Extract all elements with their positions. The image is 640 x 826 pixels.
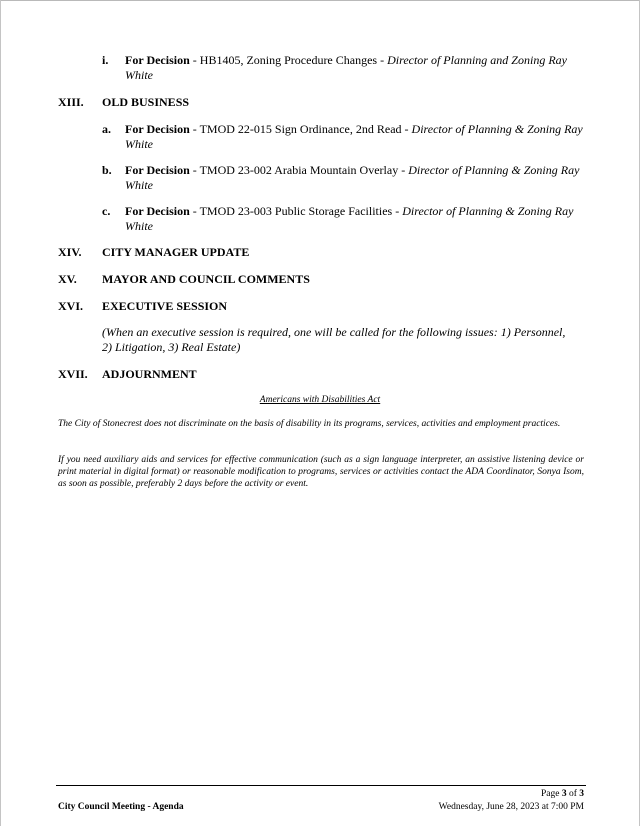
footer-divider bbox=[56, 785, 586, 786]
decision-label: For Decision bbox=[125, 163, 190, 177]
item-subject: HB1405, Zoning Procedure Changes bbox=[199, 53, 378, 67]
section-title-adjournment: ADJOURNMENT bbox=[102, 367, 197, 381]
page-border-top bbox=[0, 0, 640, 1]
decision-label: For Decision bbox=[125, 53, 190, 67]
separator: - bbox=[392, 204, 403, 218]
page-number bbox=[541, 788, 584, 800]
decision-label: For Decision bbox=[125, 122, 190, 136]
page-total: 3 bbox=[579, 789, 584, 799]
separator: - bbox=[189, 53, 200, 67]
agenda-item-a bbox=[125, 122, 595, 151]
agenda-item-b bbox=[125, 163, 595, 192]
item-subject: TMOD 22-015 Sign Ordinance, 2nd Read bbox=[199, 122, 402, 136]
separator: - bbox=[189, 122, 200, 136]
section-number-xvii: XVII. bbox=[58, 367, 88, 381]
page-of: of bbox=[566, 789, 580, 799]
section-number-xiii: XIII. bbox=[58, 95, 84, 109]
page-border-left bbox=[0, 0, 1, 826]
item-marker-i: i. bbox=[102, 53, 109, 67]
section-number-xv: XV. bbox=[58, 272, 77, 286]
section-title-old-business: OLD BUSINESS bbox=[102, 95, 190, 109]
section-title-executive-session: EXECUTIVE SESSION bbox=[102, 299, 228, 313]
section-number-xiv: XIV. bbox=[58, 245, 82, 259]
meeting-datetime: Wednesday, June 28, 2023 at 7:00 PM bbox=[438, 802, 584, 812]
item-subject: TMOD 23-002 Arabia Mountain Overlay bbox=[199, 163, 399, 177]
item-presenter: Director of Planning & Zoning Ray White bbox=[125, 204, 574, 233]
decision-label: For Decision bbox=[125, 204, 190, 218]
separator: - bbox=[401, 122, 412, 136]
agenda-item-i bbox=[125, 53, 595, 82]
item-presenter: Director of Planning and Zoning Ray White bbox=[125, 53, 567, 82]
item-marker-c: c. bbox=[102, 204, 111, 218]
item-presenter: Director of Planning & Zoning Ray White bbox=[125, 163, 580, 192]
ada-title: Americans with Disabilities Act bbox=[259, 395, 381, 405]
section-title-mayor-council-comments: MAYOR AND COUNCIL COMMENTS bbox=[102, 272, 310, 286]
item-marker-a: a. bbox=[102, 122, 111, 136]
ada-nondiscrimination-paragraph: The City of Stonecrest does not discriminate on the basis of disability in its programs, services, activities and employment practices. bbox=[58, 419, 561, 429]
section-title-city-manager-update: CITY MANAGER UPDATE bbox=[102, 245, 250, 259]
item-presenter: Director of Planning & Zoning Ray White bbox=[125, 122, 583, 151]
separator: - bbox=[189, 163, 200, 177]
meeting-title: City Council Meeting - Agenda bbox=[58, 802, 184, 812]
section-number-xvi: XVI. bbox=[58, 299, 84, 313]
page-current: 3 bbox=[561, 789, 567, 799]
agenda-item-c bbox=[125, 204, 595, 233]
ada-accommodation-paragraph: If you need auxiliary aids and services for effective communication (such as a sign language interpreter, an assistive listening device or print material in digital format) or reasonable modification to programs, services or activities contact the ADA Coordinator, Sonya Isom, as soon as possible, preferably 2 days before the activity or event. bbox=[58, 455, 584, 489]
separator: - bbox=[377, 53, 388, 67]
page-prefix: Page bbox=[540, 789, 562, 799]
executive-session-note: (When an executive session is required, one will be called for the following issues: 1) Personnel, 2) Litigation, 3) Real Estate) bbox=[102, 325, 566, 354]
item-marker-b: b. bbox=[102, 163, 112, 177]
separator: - bbox=[189, 204, 200, 218]
separator: - bbox=[398, 163, 409, 177]
item-subject: TMOD 23-003 Public Storage Facilities bbox=[199, 204, 393, 218]
